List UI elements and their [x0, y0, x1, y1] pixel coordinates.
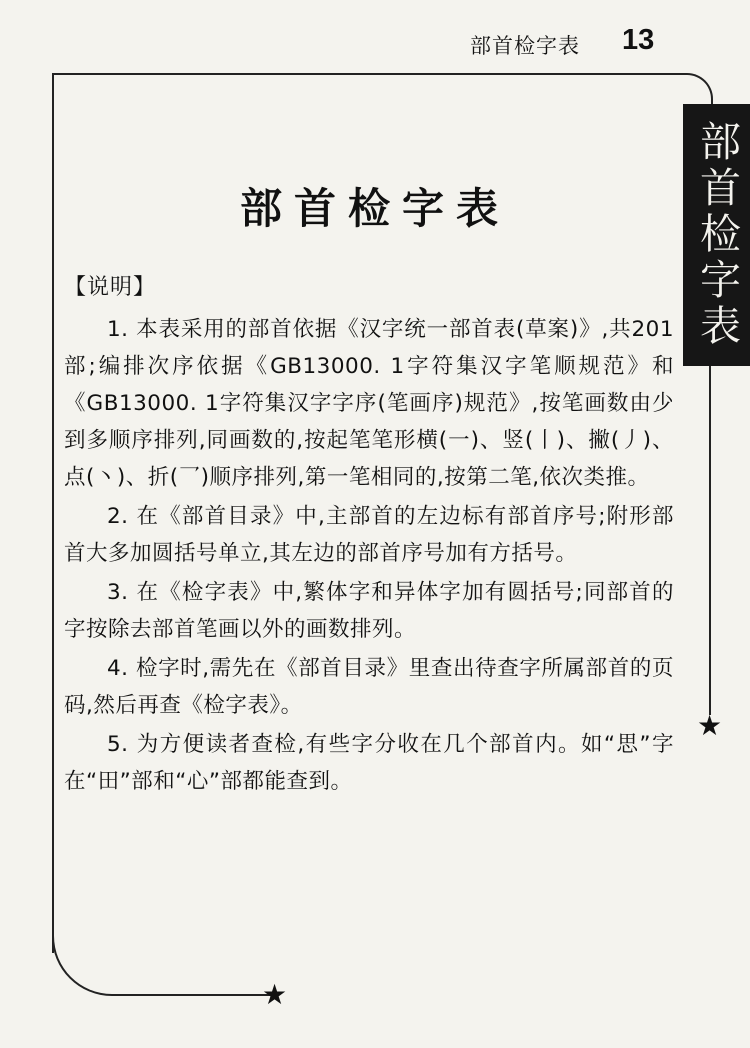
page-number: 13 — [622, 24, 655, 56]
notes-section — [64, 270, 674, 800]
notes-heading: 【说明】 — [64, 275, 157, 300]
note-paragraph-5: 5. 为方便读者查检,有些字分收在几个部首内。如“思”字在“田”部和“心”部都能查到。 — [64, 732, 674, 794]
frame-top-rule — [52, 73, 685, 75]
frame-right-rule — [709, 365, 711, 715]
note-paragraph-3: 3. 在《检字表》中,繁体字和异体字加有圆括号;同部首的字按除去部首笔画以外的画数排列。 — [64, 580, 674, 642]
star-icon: ★ — [697, 709, 723, 742]
page-title: 部首检字表 — [239, 184, 510, 234]
note-paragraph-2: 2. 在《部首目录》中,主部首的左边标有部首序号;附形部首大多加圆括号单立,其左边的部首序号加有方括号。 — [64, 504, 674, 566]
side-tab-label: 部首检字表 — [693, 120, 741, 350]
frame-bottom-left-curve — [52, 900, 274, 996]
note-paragraph-1: 1. 本表采用的部首依据《汉字统一部首表(草案)》,共201部;编排次序依据《GB13000. 1字符集汉字笔顺规范》和《GB13000. 1字符集汉字字序(笔画序)规范》,按笔画数由少到多顺序排列,同画数的,按起笔笔形横(一)、竖(丨)、撇(丿)、点(丶)、折(乛)顺序排列,第一笔相同的,按第二笔,依次类推。 — [64, 317, 674, 490]
running-header-title: 部首检字表 — [470, 34, 580, 58]
note-paragraph-4: 4. 检字时,需先在《部首目录》里查出待查字所属部首的页码,然后再查《检字表》。 — [64, 656, 674, 718]
star-icon: ★ — [262, 978, 288, 1011]
